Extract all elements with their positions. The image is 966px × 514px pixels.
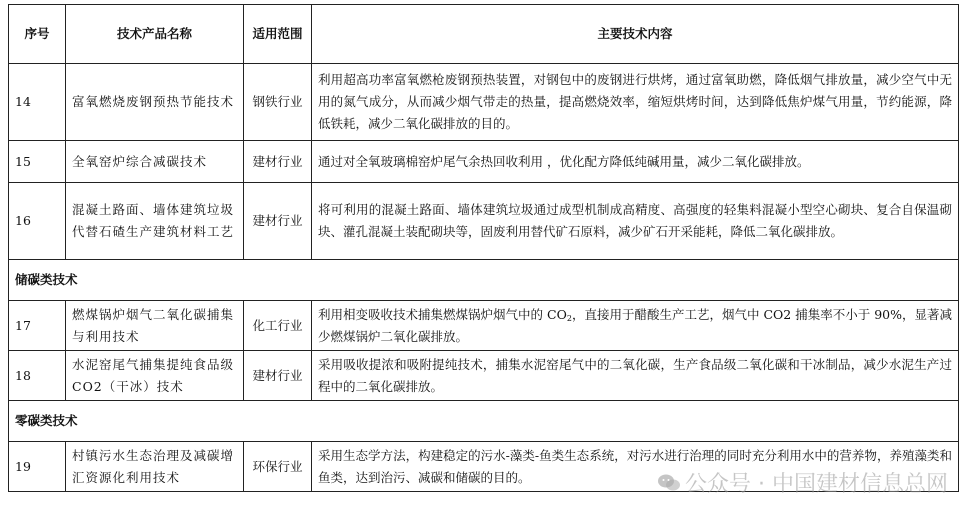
table-header-row (9, 5, 959, 64)
row-scope: 钢铁行业 (244, 64, 312, 141)
row-content-part: ，直接用于醋酸生产工艺，烟气中 CO2 捕集率不小于 90%，显著减少燃煤锅炉二氧化碳排放。 (318, 306, 952, 344)
section-title-zero: 零碳类技术 (9, 401, 959, 442)
row-name: 燃煤锅炉烟气二氧化碳捕集与利用技术 (66, 301, 244, 351)
row-scope: 建材行业 (244, 141, 312, 183)
header-content: 主要技术内容 (312, 5, 959, 64)
row-scope: 建材行业 (244, 351, 312, 401)
table-row (9, 301, 959, 351)
table-row (9, 64, 959, 141)
row-scope: 建材行业 (244, 183, 312, 260)
table-row (9, 183, 959, 260)
watermark-text: 公众号 · 中国建材信息总网 (685, 472, 948, 497)
header-num: 序号 (9, 5, 66, 64)
section-row-zero (9, 401, 959, 442)
header-scope: 适用范围 (244, 5, 312, 64)
row-num: 14 (9, 64, 66, 141)
row-content-part: 利用相变吸收技术捕集燃煤锅炉烟气中的 CO (318, 306, 567, 322)
row-content: 采用生态学方法，构建稳定的污水-藻类-鱼类生态系统，对污水进行治理的同时充分利用水中的营养物，养殖藻类和鱼类，达到治污、减碳和储碳的目的。 (312, 442, 959, 492)
row-content (312, 301, 959, 351)
table-row (9, 351, 959, 401)
row-num: 16 (9, 183, 66, 260)
row-num: 18 (9, 351, 66, 401)
table-row (9, 442, 959, 492)
row-scope: 环保行业 (244, 442, 312, 492)
row-content: 通过对全氧玻璃棉窑炉尾气余热回收利用 ，优化配方降低纯碱用量，减少二氧化碳排放。 (312, 141, 959, 183)
table-row (9, 141, 959, 183)
technology-table (8, 4, 959, 492)
row-scope: 化工行业 (244, 301, 312, 351)
row-num: 17 (9, 301, 66, 351)
row-name: 富氧燃烧废钢预热节能技术 (66, 64, 244, 141)
row-content-subscript: 2 (566, 313, 572, 323)
row-num: 19 (9, 442, 66, 492)
section-row-storage (9, 260, 959, 301)
row-content: 将可利用的混凝土路面、墙体建筑垃圾通过成型机制成高精度、高强度的轻集料混凝小型空心砌块、复合自保温砌块、灌孔混凝土装配砌块等，固废利用替代矿石原料，减少矿石开采能耗，降低二氧化碳排放。 (312, 183, 959, 260)
row-content: 采用吸收提浓和吸附提纯技术，捕集水泥窑尾气中的二氧化碳，生产食品级二氧化碳和干冰制品，减少水泥生产过程中的二氧化碳排放。 (312, 351, 959, 401)
row-name: 村镇污水生态治理及减碳增汇资源化利用技术 (66, 442, 244, 492)
row-name: 水泥窑尾气捕集提纯食品级 CO2（干冰）技术 (66, 351, 244, 401)
header-name: 技术产品名称 (66, 5, 244, 64)
row-num: 15 (9, 141, 66, 183)
row-content: 利用超高功率富氧燃枪废钢预热装置，对钢包中的废钢进行烘烤，通过富氧助燃，降低烟气排放量，减少空气中无用的氮气成分，从而减少烟气带走的热量，提高燃烧效率，缩短烘烤时间，达到降低焦炉煤气用量，节约能源，降低铁耗，减少二氧化碳排放的目的。 (312, 64, 959, 141)
row-name: 全氧窑炉综合减碳技术 (66, 141, 244, 183)
section-title-storage: 储碳类技术 (9, 260, 959, 301)
row-name: 混凝土路面、墙体建筑垃圾代替石碴生产建筑材料工艺 (66, 183, 244, 260)
